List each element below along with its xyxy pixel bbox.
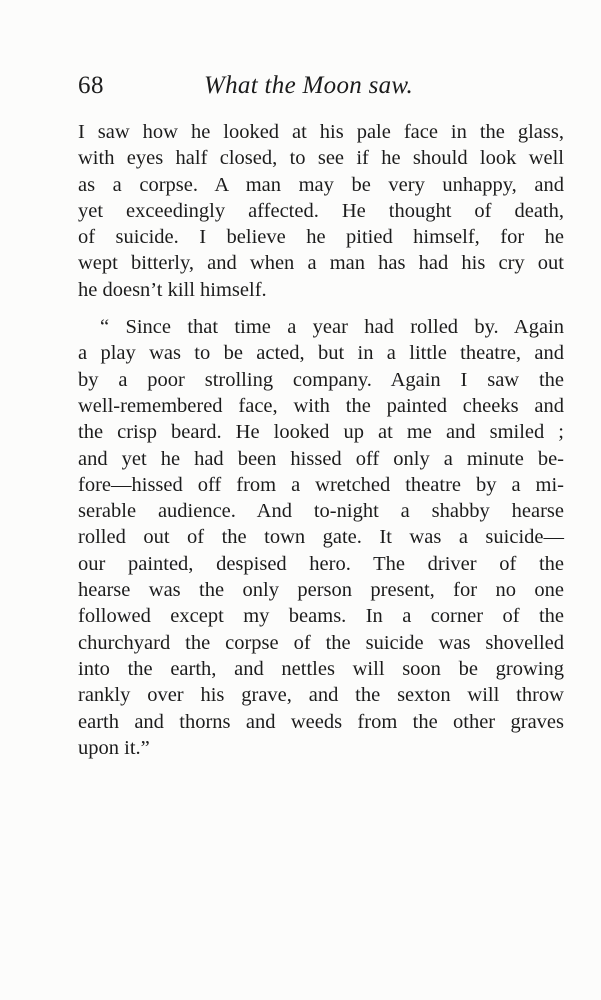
- page-header: [78, 69, 558, 103]
- text-line: our painted, despised hero. The driver of the: [78, 552, 564, 575]
- text-line: with eyes half closed, to see if he should look well: [78, 147, 564, 170]
- text-line: as a corpse. A man may be very unhappy, and: [78, 173, 564, 196]
- paragraph-gap: [78, 303, 564, 314]
- text-line: followed except my beams. In a corner of the: [78, 605, 564, 628]
- text-line: “ Since that time a year had rolled by. Again: [100, 316, 564, 339]
- text-line: upon it.”: [78, 736, 150, 759]
- running-title: What the Moon saw.: [204, 72, 414, 99]
- text-line: yet exceedingly affected. He thought of death,: [78, 199, 564, 222]
- text-line: wept bitterly, and when a man has had his cry out: [78, 252, 564, 275]
- text-line: by a poor strolling company. Again I saw the: [78, 368, 564, 391]
- text-line: churchyard the corpse of the suicide was shovelled: [78, 631, 564, 654]
- text-line: rolled out of the town gate. It was a suicide—: [78, 526, 564, 549]
- text-line: the crisp beard. He looked up at me and smiled ;: [78, 421, 564, 444]
- page-number: 68: [78, 72, 104, 99]
- text-line: I saw how he looked at his pale face in the glass,: [78, 121, 564, 143]
- text-line: well-remembered face, with the painted cheeks and: [78, 394, 564, 417]
- text-line: fore—hissed off from a wretched theatre by a mi-: [78, 473, 564, 496]
- text-line: he doesn’t kill himself.: [78, 278, 267, 301]
- text-line: and yet he had been hissed off only a minute be-: [78, 447, 564, 470]
- paragraph-1: [78, 119, 564, 303]
- text-line: hearse was the only person present, for no one: [78, 579, 564, 602]
- text-line: into the earth, and nettles will soon be growing: [78, 657, 564, 680]
- text-line: earth and thorns and weeds from the other graves: [78, 710, 564, 733]
- text-line: serable audience. And to-night a shabby hearse: [78, 500, 564, 523]
- paragraph-2: [78, 314, 564, 761]
- text-line: of suicide. I believe he pitied himself, for he: [78, 226, 564, 249]
- text-line: rankly over his grave, and the sexton will throw: [78, 684, 564, 707]
- body-text: [78, 119, 564, 761]
- text-line: a play was to be acted, but in a little theatre, and: [78, 342, 564, 365]
